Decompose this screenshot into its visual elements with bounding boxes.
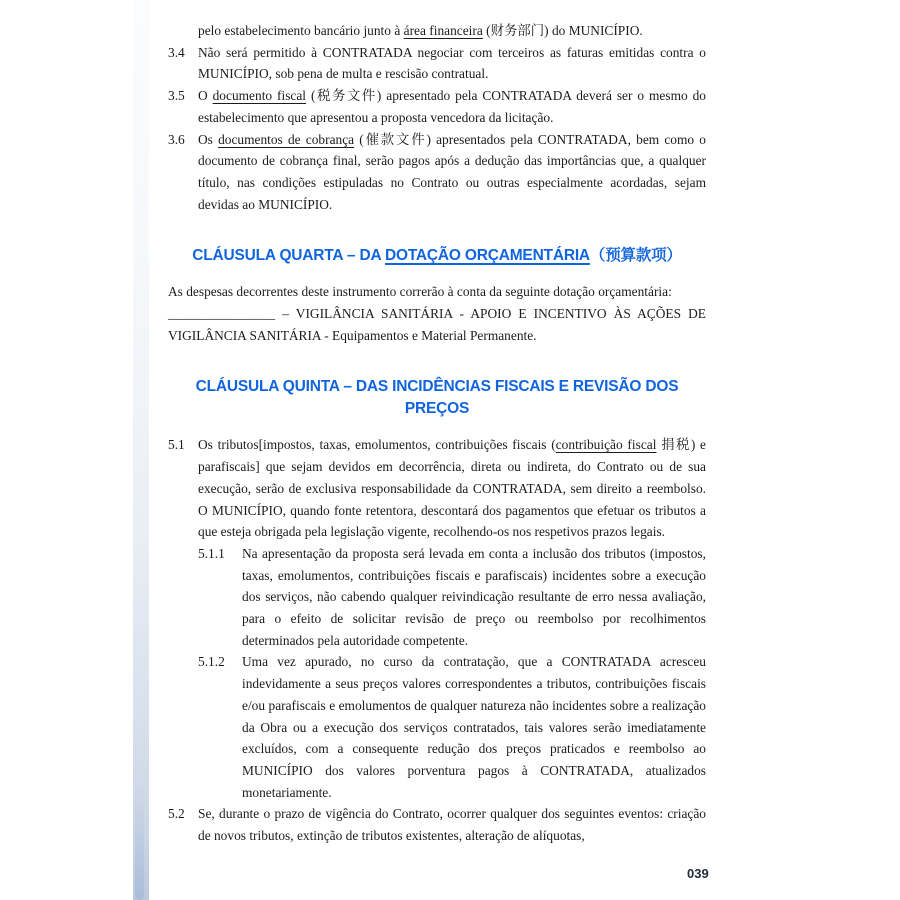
underlined-phrase: documentos de cobrança bbox=[218, 131, 355, 147]
body-text: – VIGILÂNCIA SANITÁRIA - APOIO E INCENTIVO ÀS AÇÕES DE VIGILÂNCIA SANITÁRIA - Equipamentos e Material Permanente. bbox=[168, 306, 706, 343]
heading-text: CLÁUSULA QUINTA – DAS INCIDÊNCIAS FISCAIS E REVISÃO DOS PREÇOS bbox=[195, 378, 679, 418]
item-number: 5.1.2 bbox=[198, 654, 225, 670]
blank-underscore-field: ________________ bbox=[168, 306, 276, 322]
item-number: 5.2 bbox=[168, 806, 185, 822]
underlined-heading-phrase: DOTAÇÃO ORÇAMENTÁRIA bbox=[384, 247, 590, 265]
item-number: 3.5 bbox=[168, 88, 185, 104]
item-text: 捐税) e parafiscais] que sejam devidos em decorrência, direta ou indireta, do Contrato ou de sua execução, serão de exclusiva responsabilidade da CONTRATADA, sem direito a reembolso. O MUNICÍPIO, quando fonte retentora, descontará dos pagamentos que efetuar os tributos a que esteja obrigada pela legislação vigente, recolhendo-os nos respetivos prazos legais. bbox=[198, 437, 706, 540]
underlined-phrase: área financeira bbox=[403, 23, 483, 38]
item-number: 3.4 bbox=[168, 44, 185, 60]
document-content bbox=[168, 20, 706, 847]
clause-3-3-continuation bbox=[168, 20, 706, 42]
page-edge-shadow bbox=[133, 0, 149, 900]
item-number: 5.1.1 bbox=[198, 545, 225, 561]
clause-item-3-5 bbox=[168, 85, 706, 128]
item-text: (税务文件) apresentado pela CONTRATADA deverá ser o mesmo do estabelecimento que apresentou a proposta vencedora da licitação. bbox=[198, 88, 706, 125]
clause-heading-quinta bbox=[168, 376, 706, 420]
item-number: 5.1 bbox=[168, 437, 185, 453]
clause-item-5-1 bbox=[168, 434, 706, 543]
underlined-phrase: contribuição fiscal bbox=[555, 437, 657, 453]
clause-subitem-5-1-2 bbox=[168, 651, 706, 803]
body-text: (财务部门) do MUNICÍPIO. bbox=[482, 23, 643, 38]
heading-text: CLÁUSULA QUARTA – DA bbox=[192, 247, 385, 265]
clause-heading-quarta bbox=[168, 245, 706, 267]
heading-cjk-text: （预算款项） bbox=[589, 247, 682, 265]
item-text: O bbox=[198, 88, 213, 104]
clause-subitem-5-1-1 bbox=[168, 543, 706, 652]
body-text: As despesas decorrentes deste instrumento correrão à conta da seguinte dotação orçamentária: bbox=[168, 284, 672, 300]
item-text: Não será permitido à CONTRATADA negociar com terceiros as faturas emitidas contra o MUNICÍPIO, sob pena de multa e rescisão contratual. bbox=[198, 44, 706, 82]
underlined-phrase: documento fiscal bbox=[212, 88, 307, 104]
item-text: Os tributos[impostos, taxas, emolumentos, contribuições fiscais ( bbox=[198, 437, 556, 453]
item-text: Se, durante o prazo de vigência do Contrato, ocorrer qualquer dos seguintes eventos: criação de novos tributos, extinção de tributos existentes, alteração de alíquotas, bbox=[198, 806, 706, 844]
item-text: Os bbox=[198, 131, 219, 147]
body-text: pelo estabelecimento bancário junto à bbox=[198, 23, 404, 38]
clause-item-5-2 bbox=[168, 803, 706, 846]
item-text: Na apresentação da proposta será levada em conta a inclusão dos tributos (impostos, taxas, emolumentos, contribuições fiscais e parafiscais) incidentes sobre a execução dos serviços, não cabendo qualquer reivindicação resultante de erro nessa avaliação, para o efeito de solicitar revisão de preço ou reembolso por recolhimentos determinados pela autoridade competente. bbox=[242, 545, 706, 648]
item-text: (催款文件) apresentados pela CONTRATADA, bem como o documento de cobrança final, serão pagos após a dedução das importâncias que, a qualquer título, nas condições estipuladas no Contrato ou outras especialmente acordadas, sejam devidas ao MUNICÍPIO. bbox=[198, 131, 706, 212]
clause-item-3-6 bbox=[168, 129, 706, 216]
page-number: 039 bbox=[687, 866, 709, 881]
item-text: Uma vez apurado, no curso da contratação, que a CONTRATADA acresceu indevidamente a seus preços valores correspondentes a tributos, contribuições fiscais e/ou parafiscais e emolumentos de qualquer natureza não incidentes sobre a realização da Obra ou a execução dos serviços contratados, tais valores serão imediatamente excluídos, com a consequente redução dos preços praticados e reembolso ao MUNICÍPIO dos valores porventura pagos à CONTRATADA, atualizados monetariamente. bbox=[242, 654, 706, 800]
budget-allocation-paragraph bbox=[168, 281, 706, 346]
clause-item-3-4 bbox=[168, 42, 706, 85]
item-number: 3.6 bbox=[168, 131, 185, 147]
